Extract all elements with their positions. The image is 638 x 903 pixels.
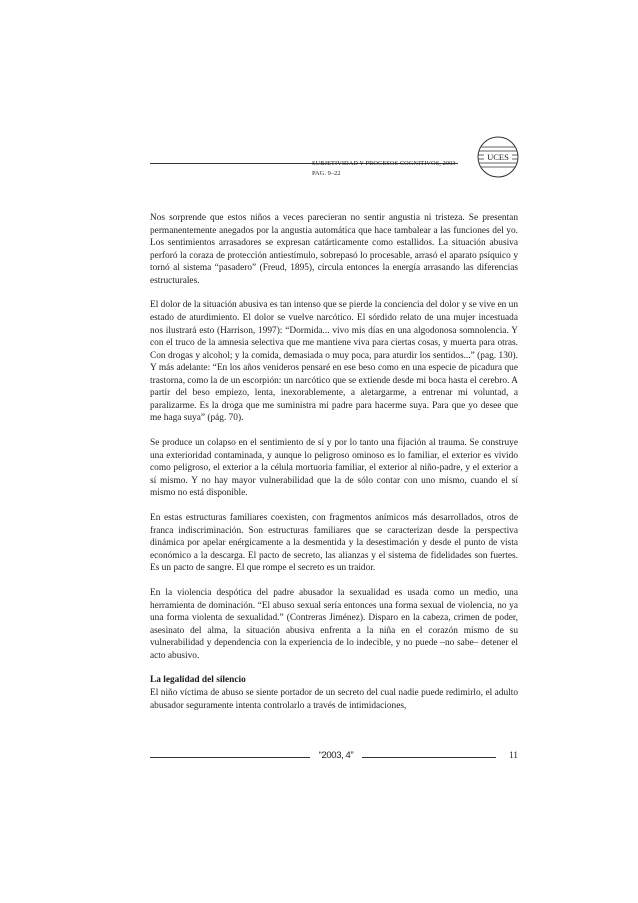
section-heading: La legalidad del silencio <box>150 675 246 686</box>
body-text <box>150 212 518 712</box>
section-paragraph: El niño víctima de abuso se siente portador de un secreto del cual nadie puede redimirlo, el adulto abusador seguramente intenta controlarlo a través de intimidaciones, <box>150 687 518 711</box>
footer-rule-right <box>362 757 496 758</box>
section-block <box>150 674 518 712</box>
paragraph-2: El dolor de la situación abusiva es tan intenso que se pierde la conciencia del dolor y se vive en un estado de aturdimiento. El dolor se vuelve narcótico. El sórdido relato de una mujer incestuada nos ilustrará esto (Harrison, 1997): “Dormida... vivo mis días en una algodonosa somnolencia. Y con el truco de la amnesia selectiva que me mantiene viva para ciertas cosas, y muerta para otras. Con drogas y alcohol; y la comida, demasiada o muy poca, para aturdir los sentidos...” (pag. 130). Y más adelante: “En los años venideros pensaré en ese beso como en una especie de picadura que trastorna, como la de un escorpión: un narcótico que se extiende desde mi boca hasta el cerebro. A partir del beso empiezo, lenta, inexorablemente, a aletargarme, a entrenar mi voluntad, a paralizarme. Es la droga que me suministra mi padre para hacerme suya. Para que yo desee que me haga suya” (pág. 70). <box>150 300 518 424</box>
logo-text: UCES <box>487 152 509 162</box>
footer-issue: “2003, 4” <box>318 750 354 761</box>
uces-logo-icon <box>476 135 520 179</box>
running-header <box>312 159 456 179</box>
paragraph-4: En estas estructuras familiares coexisten, con fragmentos anímicos más desarrollados, otros de franca indiscriminación. Son estructuras familiares que se caracterizan desde la perspectiva dinámica por apelar enérgicamente a la desmentida y la desestimación y desde el punto de vista económico a la descarga. El pacto de secreto, las alianzas y el sistema de fidelidades son fuertes. Es un pacto de sangre. El que rompe el secreto es un traidor. <box>150 513 518 574</box>
running-header-pages: PAG. 9–22 <box>312 170 341 177</box>
paragraph-5: En la violencia despótica del padre abusador la sexualidad es usada como un medio, una herramienta de dominación. “El abuso sexual sería entonces una forma sexual de violencia, no ya una forma violenta de sexualidad.” (Contreras Jiménez). Disparo en la cabeza, crimen de poder, asesinato del alma, la situación abusiva enfrenta a la niña en el corazón mismo de su vulnerabilidad y dependencia con la experiencia de lo indecible, y no puede –no sabe– detener el acto abusivo. <box>150 587 518 661</box>
paragraph-1: Nos sorprende que estos niños a veces parecieran no sentir angustia ni tristeza. Se presentan permanentemente anegados por la angustia automática que hace tambalear a las funciones del yo. Los sentimientos arrasadores se expresan catárticamente como estallidos. La situación abusiva perforó la coraza de protección antiestímulo, sobrepasó lo procesable, arrasó el aparato psíquico y tornó al sistema “pasadero” (Freud, 1895), circula entonces la energía arrasando las diferencias estructurales. <box>150 213 518 286</box>
running-header-title: SUBJETIVIDAD Y PROCESOS COGNITIVOS, 2003 <box>312 160 456 167</box>
page-number: 11 <box>508 751 518 761</box>
footer-rule-left <box>150 757 310 758</box>
paragraph-3: Se produce un colapso en el sentimiento de sí y por lo tanto una fijación al trauma. Se construye una exterioridad contaminada, y aunque lo peligroso ominoso es lo familiar, el exterior es vivido como peligroso, el exterior a la célula mortuoria familiar, el exterior al niño-padre, y el exterior a sí mismo. Y no hay mayor vulnerabilidad que la de sólo contar con uno mismo, cuando el sí mismo no está disponible. <box>150 438 518 499</box>
